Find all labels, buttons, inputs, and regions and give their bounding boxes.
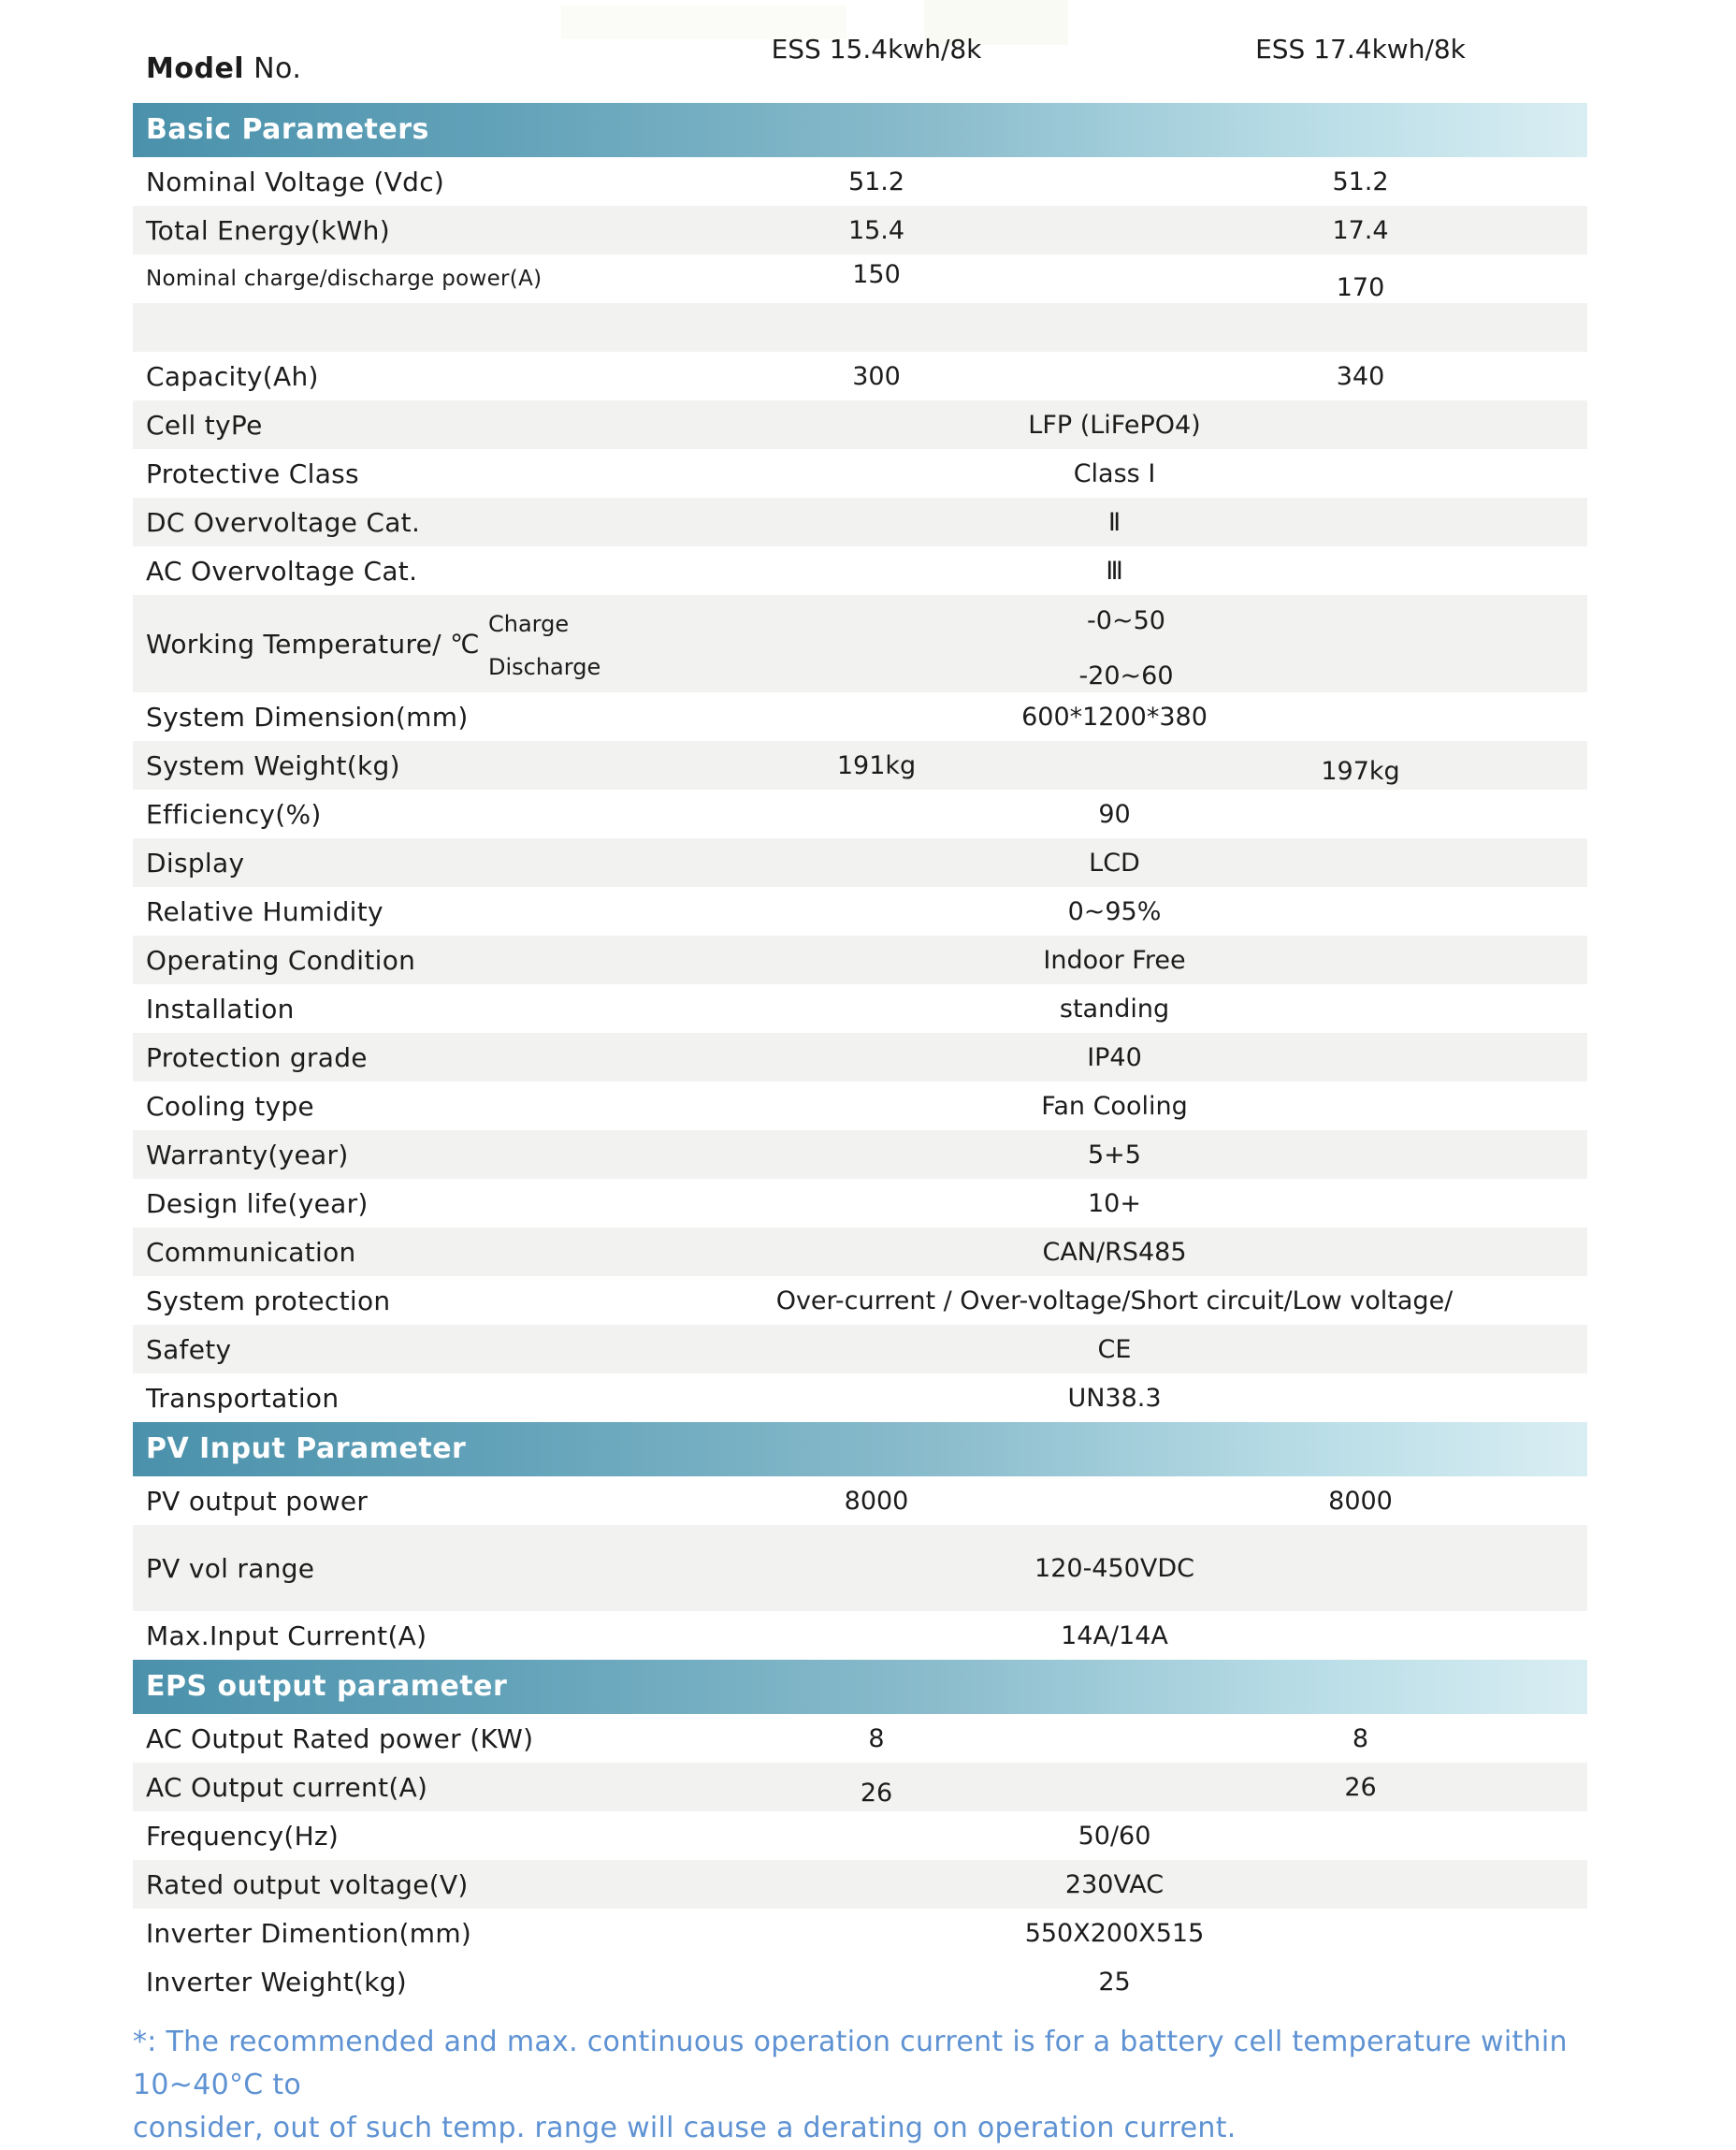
merged-value: 5+5 [1088,1140,1141,1169]
row-label: System protection [146,1285,391,1316]
row-value: 15.4 [847,215,905,245]
row-label: Max.Input Current(A) [146,1620,427,1651]
model-no-label-rest: No. [244,52,302,85]
table-row [133,498,1587,546]
row-label: Transportation [146,1382,340,1414]
table-row [133,790,1587,838]
row-label: System Dimension(mm) [146,701,469,733]
table-row [133,206,1587,254]
merged-value: 14A/14A [1061,1620,1168,1650]
footnote-line-2: consider, out of such temp. range will cause a derating on operation current. [133,2112,1237,2144]
row-label: PV output power [146,1485,369,1517]
section-banner: PV Input Parameter [133,1422,1587,1476]
row-value: 17.4 [1332,215,1389,245]
row-label: Protection grade [146,1041,368,1073]
merged-value: 120-450VDC [1034,1553,1194,1583]
table-row [133,1082,1587,1130]
row-value: 8 [1352,1723,1369,1753]
model-column-header-2: ESS 17.4kwh/8k [1255,34,1466,65]
row-label: Safety [146,1333,232,1365]
table-row [133,303,1587,352]
row-value: 170 [1336,272,1385,302]
merged-value: 90 [1098,799,1131,829]
row-value: 8 [868,1723,885,1753]
table-row [133,1860,1587,1909]
merged-value: 600*1200*380 [1021,702,1208,732]
merged-value: CAN/RS485 [1042,1237,1187,1267]
table-row [133,1373,1587,1422]
table-row [133,546,1587,595]
table-row [133,352,1587,400]
merged-value: 50/60 [1078,1821,1151,1851]
row-label: AC Output Rated power (KW) [146,1722,534,1754]
row-value: 26 [1344,1772,1377,1802]
table-row [133,1811,1587,1860]
table-row [133,936,1587,984]
footnote [133,2021,1629,2150]
row-label: Protective Class [146,458,359,489]
merged-value: 0~95% [1067,896,1162,926]
row-label: Working Temperature/ ℃ [146,628,480,660]
section-banner: Basic Parameters [133,103,1587,157]
table-row [133,1909,1587,1957]
row-label: Nominal charge/discharge power(A) [146,267,542,291]
merged-value: Ⅲ [1106,556,1123,586]
row-value: 300 [852,361,901,391]
merged-value: Class I [1073,458,1156,488]
table-row [133,1033,1587,1082]
table-row [133,157,1587,206]
merged-value: CE [1097,1334,1132,1364]
table-row [133,400,1587,449]
table-row [133,692,1587,741]
row-label: Efficiency(%) [146,798,322,830]
merged-value: Ⅱ [1107,507,1121,537]
merged-value: LCD [1089,848,1140,878]
footnote-line-1: *: The recommended and max. continuous operation current is for a battery cell temperature within 10~40°C to [133,2026,1568,2101]
table-row [133,254,1587,303]
table-row [133,1525,1587,1611]
table-row [133,741,1587,790]
model-no-label-bold: Model [146,52,245,85]
temp-values [643,595,1587,692]
table-row [133,1228,1587,1276]
row-value: 191kg [836,750,917,780]
model-no-label [146,52,301,85]
discharge-sublabel: Discharge [488,654,601,680]
model-column-header-1: ESS 15.4kwh/8k [771,34,982,65]
merged-value: UN38.3 [1067,1383,1162,1413]
row-value: 150 [852,259,901,289]
merged-value: 25 [1098,1967,1131,1997]
row-label: Cell tyPe [146,409,263,441]
spec-table [133,103,1587,2006]
row-value: 51.2 [1332,167,1389,196]
merged-value: Over-current / Over-voltage/Short circuit/Low voltage/ [775,1286,1454,1315]
row-label: Rated output voltage(V) [146,1868,469,1900]
table-row [133,1957,1587,2006]
merged-value: 230VAC [1064,1869,1165,1899]
merged-value: Fan Cooling [1041,1091,1188,1121]
row-value: 26 [860,1778,893,1808]
row-label: Communication [146,1236,356,1268]
row-label: Relative Humidity [146,895,383,927]
charge-sublabel: Charge [488,611,570,637]
table-row [133,449,1587,498]
row-label: Nominal Voltage (Vdc) [146,166,445,197]
row-label: Cooling type [146,1090,314,1122]
merged-value: Indoor Free [1043,945,1186,975]
table-row [133,1130,1587,1179]
table-row [133,595,1587,692]
row-label: PV vol range [146,1552,315,1584]
temp-value: -0~50 [1087,606,1165,635]
row-value: 8000 [1328,1486,1393,1516]
row-label: Installation [146,993,295,1024]
row-label: Inverter Dimention(mm) [146,1917,472,1949]
temp-value: -20~60 [1078,661,1174,690]
row-label: Inverter Weight(kg) [146,1966,408,1997]
merged-value: 10+ [1088,1188,1141,1218]
row-value: 197kg [1321,756,1400,786]
table-row [133,1276,1587,1325]
row-value: 51.2 [847,167,905,196]
temp-sublabels [488,595,643,692]
row-label: Operating Condition [146,944,416,976]
table-row [133,1714,1587,1763]
row-label: Frequency(Hz) [146,1820,340,1852]
row-label: AC Output current(A) [146,1771,428,1803]
row-label: Design life(year) [146,1187,369,1219]
table-row [133,1325,1587,1373]
row-value: 8000 [844,1486,909,1516]
section-banner: EPS output parameter [133,1660,1587,1714]
row-label: Warranty(year) [146,1139,349,1170]
row-label: Display [146,847,245,879]
row-label: DC Overvoltage Cat. [146,506,421,538]
table-row [133,1611,1587,1660]
row-value: 340 [1336,361,1385,391]
row-label: Capacity(Ah) [146,360,319,392]
merged-value: LFP (LiFePO4) [1028,410,1201,440]
merged-value: IP40 [1087,1042,1142,1072]
table-row [133,1763,1587,1811]
table-row [133,887,1587,936]
row-label: Total Energy(kWh) [146,214,390,246]
table-row [133,1179,1587,1228]
merged-value: standing [1059,994,1170,1024]
table-row [133,1476,1587,1525]
row-label: AC Overvoltage Cat. [146,555,418,587]
table-row [133,984,1587,1033]
merged-value: 550X200X515 [1024,1918,1205,1948]
table-row [133,838,1587,887]
row-label: System Weight(kg) [146,749,400,781]
